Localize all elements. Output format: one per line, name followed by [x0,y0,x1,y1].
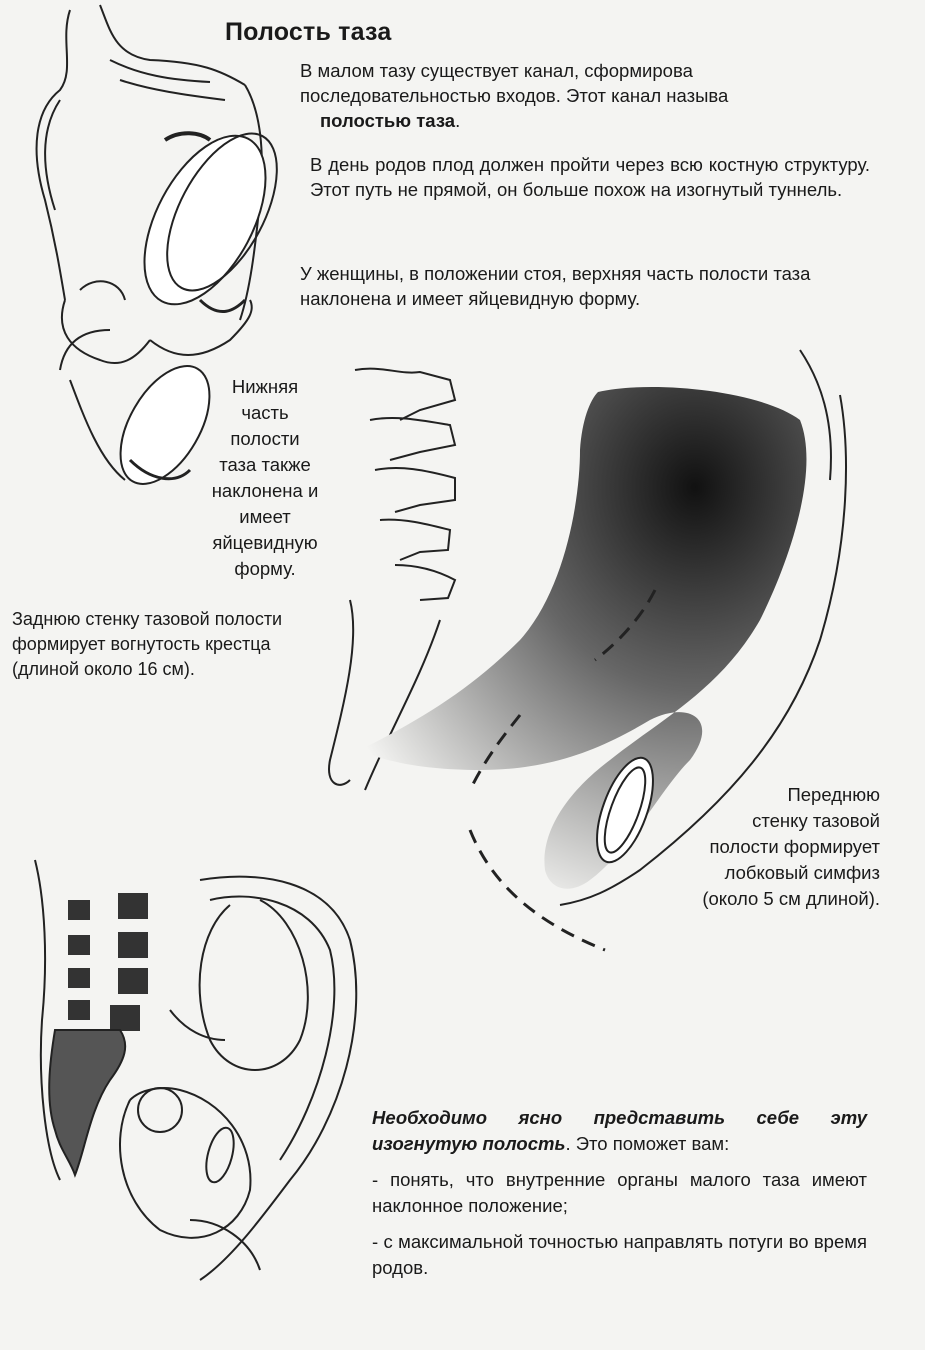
caption-front-wall [640,782,880,912]
caption-back-line: Заднюю стенку тазовой полости [12,609,283,629]
caption-lower-line: Нижняя [231,376,299,397]
paragraph-route: В день родов плод должен пройти через всю костную структуру. Этот путь не прямой, он больше похож на изогнутый туннель. [310,154,870,200]
caption-lower-line: наклонена и [211,480,319,501]
emphasis-bold-italic: Необходимо ясно представить себе эту изогнутую полость [372,1107,867,1154]
intro-paragraph [300,58,860,133]
caption-lower-line: форму. [234,558,296,579]
caption-lower-line: имеет яйцевидную [212,506,318,553]
caption-back-line: формирует вогнутость крестца [12,634,271,654]
intro-term: полостью таза [320,110,456,131]
paragraph-upper-part: У женщины, в положении стоя, верхняя часть полости таза наклонена и имеет яйцевидную форму. [300,263,811,309]
caption-front-line: полости формирует [709,836,880,857]
caption-front-line: лобковый симфиз [724,862,880,883]
bullet-item: - понять, что внутренние органы малого таза имеют наклонное положение; [372,1169,867,1216]
intro-term-end: . [455,110,461,131]
bullet-item: - с максимальной точностью направлять потуги во время родов. [372,1231,867,1278]
caption-lower-line: часть [241,402,289,423]
emphasis-rest: . Это поможет вам: [565,1133,730,1154]
caption-back-line: (длиной около 16 см). [12,659,195,679]
page-title: Полость таза [225,18,392,46]
caption-lower-line: полости [230,428,300,449]
caption-front-line: Переднюю [787,784,880,805]
caption-front-line: (около 5 см длиной). [702,888,880,909]
caption-front-line: стенку тазовой [752,810,880,831]
emphasis-paragraph [372,1105,867,1157]
fetus-illustration [35,860,356,1280]
intro-line-1: В малом тазу существует канал, сформирова [300,60,693,81]
caption-back-wall [12,607,342,682]
caption-lower-part [195,374,335,582]
caption-lower-line: таза также [219,454,311,475]
intro-line-2: последовательностью входов. Этот канал называ [300,85,729,106]
conclusion-block [372,1105,867,1291]
